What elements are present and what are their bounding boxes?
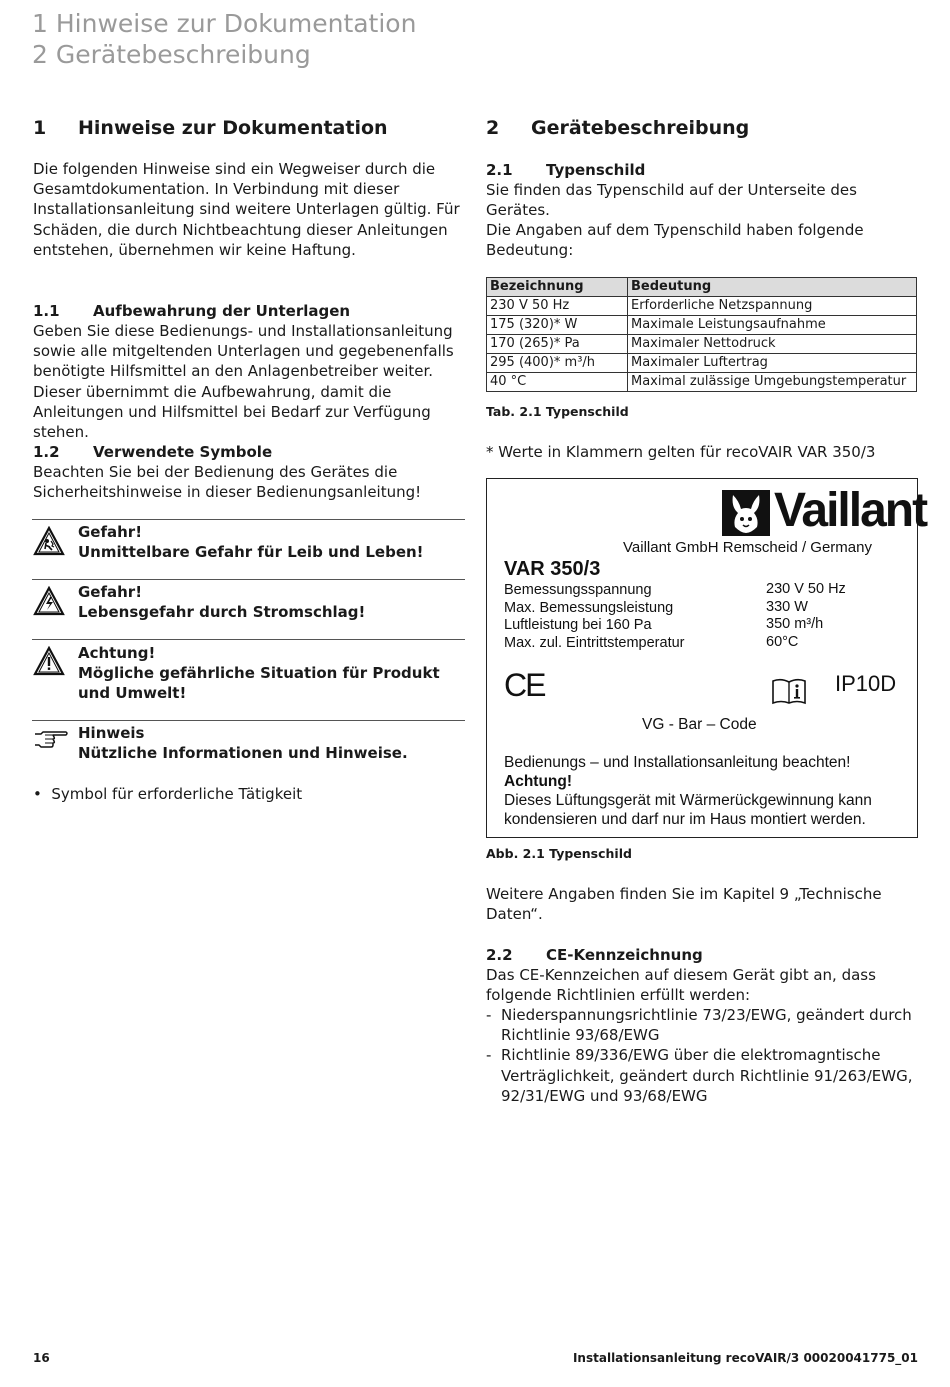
footnote: * Werte in Klammern gelten für recoVAIR VAR 350/3: [486, 443, 876, 461]
subsection-2-1-text-2: Die Angaben auf dem Typenschild haben folgende Bedeutung:: [486, 221, 864, 260]
plate-notice-line: Dieses Lüftungsgerät mit Wärmerückgewinnung kann: [504, 792, 872, 809]
divider: [32, 720, 465, 721]
warning-attention-title: Achtung!: [78, 644, 156, 662]
table-cell: Maximale Leistungsaufnahme: [628, 316, 917, 335]
subsection-2-2-title: CE-Kennzeichnung: [546, 946, 703, 964]
subsection-1-1-text: Geben Sie diese Bedienungs- und Installationsanleitung sowie alle mitgeltenden Unterlagen und gegebenenfalls benötigte Hilfsmittel an den Anlagenbetreiber weiter. Dieser übernimmt die Aufbewahrung, damit die Anleitungen und Hilfsmittel bei Bedarf zur Verfügung stehen.: [33, 322, 454, 442]
bullet-icon: •: [33, 785, 42, 803]
manual-book-icon: [771, 675, 807, 705]
note-hint-text: Nützliche Informationen und Hinweise.: [78, 744, 408, 763]
divider: [32, 579, 465, 580]
footer-doc-title: Installationsanleitung recoVAIR/3 00020041775_01: [572, 1351, 918, 1365]
vaillant-brand: Vaillant: [774, 484, 927, 537]
list-item-text: Richtlinie 89/336/EWG über die elektromagntische Verträglichkeit, geändert durch Richtlinie 91/263/EWG, 92/31/EWG und 93/68/EWG: [501, 1046, 913, 1105]
warning-danger-text: Unmittelbare Gefahr für Leib und Leben!: [78, 543, 424, 562]
exclamation-triangle-icon: [33, 646, 65, 676]
plate-company: Vaillant GmbH Remscheid / Germany: [623, 539, 872, 556]
subsection-1-1-number: 1.1: [33, 302, 60, 320]
subsection-2-1-heading: [486, 160, 918, 180]
plate-spec-label: Luftleistung bei 160 Pa: [504, 617, 652, 633]
section-1-number: 1: [33, 117, 47, 139]
subsection-1-2-text: Beachten Sie bei der Bedienung des Gerätes die Sicherheitshinweise in dieser Bedienungsanleitung!: [33, 463, 422, 502]
table-row: [487, 316, 917, 335]
plate-spec-value: 330 W: [766, 598, 808, 615]
table-cell: Erforderliche Netzspannung: [628, 297, 917, 316]
bullet-note: [33, 784, 465, 804]
warning-attention: [78, 643, 466, 704]
table-caption: Tab. 2.1 Typenschild: [486, 404, 629, 419]
plate-spec-label: Bemessungsspannung: [504, 582, 652, 598]
subsection-1-2-heading: [33, 442, 465, 462]
table-cell: 40 °C: [487, 373, 628, 392]
table-header-row: [487, 278, 917, 297]
section-2-number: 2: [486, 117, 500, 139]
note-hint-title: Hinweis: [78, 724, 145, 742]
rabbit-logo-icon: [721, 489, 771, 537]
subsection-2-2-heading: [486, 945, 918, 965]
table-header-cell: Bedeutung: [628, 278, 917, 297]
plate-ip-rating: IP10D: [835, 671, 897, 696]
pointing-hand-icon: [33, 724, 69, 754]
table-header-cell: Bezeichnung: [487, 278, 628, 297]
figure-caption: Abb. 2.1 Typenschild: [486, 846, 632, 861]
warning-electric: [78, 582, 466, 622]
section-2-title: Gerätebeschreibung: [531, 117, 750, 139]
typenschild-table: [486, 277, 917, 392]
plate-notice: [504, 753, 872, 829]
warning-electric-title: Gefahr!: [78, 583, 143, 601]
section-1-title: Hinweise zur Dokumentation: [78, 117, 388, 139]
table-cell: 175 (320)* W: [487, 316, 628, 335]
plate-notice-title: Achtung!: [504, 773, 573, 790]
subsection-2-2-text: Das CE-Kennzeichen auf diesem Gerät gibt an, dass folgende Richtlinien erfüllt werden:: [486, 966, 876, 1005]
warning-attention-text: Mögliche gefährliche Situation für Produkt und Umwelt!: [78, 664, 440, 703]
plate-notice-line: kondensieren und darf nur im Haus montiert werden.: [504, 811, 866, 828]
divider: [32, 519, 465, 520]
table-row: [487, 335, 917, 354]
directive-list: [486, 1005, 918, 1106]
table-cell: Maximal zulässige Umgebungstemperatur: [628, 373, 917, 392]
chapter-header-2: 2 Gerätebeschreibung: [32, 40, 311, 69]
list-item: - Niederspannungsrichtlinie 73/23/EWG, geändert durch Richtlinie 93/68/EWG: [486, 1006, 912, 1045]
table-row: [487, 373, 917, 392]
table-cell: 230 V 50 Hz: [487, 297, 628, 316]
divider: [32, 639, 465, 640]
chapter-header-1: 1 Hinweise zur Dokumentation: [32, 9, 417, 38]
subsection-2-1-number: 2.1: [486, 161, 513, 179]
plate-spec-label: Max. Bemessungsleistung: [504, 599, 674, 616]
type-plate: [486, 478, 927, 838]
warning-danger-title: Gefahr!: [78, 523, 143, 541]
warning-electric-text: Lebensgefahr durch Stromschlag!: [78, 603, 366, 622]
plate-barcode-label: VG - Bar – Code: [642, 716, 757, 733]
table-cell: 295 (400)* m³/h: [487, 354, 628, 373]
subsection-1-1-title: Aufbewahrung der Unterlagen: [93, 302, 351, 320]
danger-person-icon: [33, 526, 65, 556]
subsection-1-2-number: 1.2: [33, 443, 60, 461]
subsection-1-2-title: Verwendete Symbole: [93, 443, 273, 461]
warning-danger: [78, 522, 466, 562]
more-info-text: Weitere Angaben finden Sie im Kapitel 9 „Technische Daten“.: [486, 885, 882, 924]
plate-spec-value: 350 m³/h: [766, 616, 824, 632]
list-item-text: Niederspannungsrichtlinie 73/23/EWG, geändert durch Richtlinie 93/68/EWG: [501, 1006, 912, 1045]
table-cell: Maximaler Nettodruck: [628, 335, 917, 354]
section-2-heading: [486, 116, 918, 140]
plate-spec-value: 60°C: [766, 633, 799, 650]
table-cell: 170 (265)* Pa: [487, 335, 628, 354]
table-row: [487, 297, 917, 316]
plate-spec-values: [766, 581, 846, 651]
section-1-heading: [33, 116, 465, 140]
section-1-intro: Die folgenden Hinweise sind ein Wegweiser durch die Gesamtdokumentation. In Verbindung mit dieser Installationsanleitung sind weitere Unterlagen gültig. Für Schäden, die durch Nichtbeachtung dieser Anleitungen entstehen, übernehmen wir keine Haftung.: [33, 160, 460, 259]
electric-shock-icon: [33, 586, 65, 616]
subsection-2-1-title: Typenschild: [546, 161, 646, 179]
plate-spec-value: 230 V 50 Hz: [766, 581, 846, 597]
plate-model: VAR 350/3: [504, 558, 601, 580]
bullet-note-text: Symbol für erforderliche Tätigkeit: [51, 785, 303, 803]
plate-spec-label: Max. zul. Eintrittstemperatur: [504, 634, 685, 651]
plate-notice-line: Bedienungs – und Installationsanleitung beachten!: [504, 754, 851, 771]
table-cell: Maximaler Luftertrag: [628, 354, 917, 373]
list-item: - Richtlinie 89/336/EWG über die elektromagntische Verträglichkeit, geändert durch Richtlinie 91/263/EWG, 92/31/EWG und 93/68/EWG: [486, 1046, 913, 1105]
table-row: [487, 354, 917, 373]
plate-spec-labels: [504, 582, 685, 652]
note-hint: [78, 723, 466, 763]
subsection-1-1-heading: [33, 301, 465, 321]
ce-mark: CE: [504, 667, 545, 703]
subsection-2-2-number: 2.2: [486, 946, 513, 964]
subsection-2-1-text-1: Sie finden das Typenschild auf der Unterseite des Gerätes.: [486, 181, 857, 220]
page-number: 16: [33, 1351, 50, 1365]
